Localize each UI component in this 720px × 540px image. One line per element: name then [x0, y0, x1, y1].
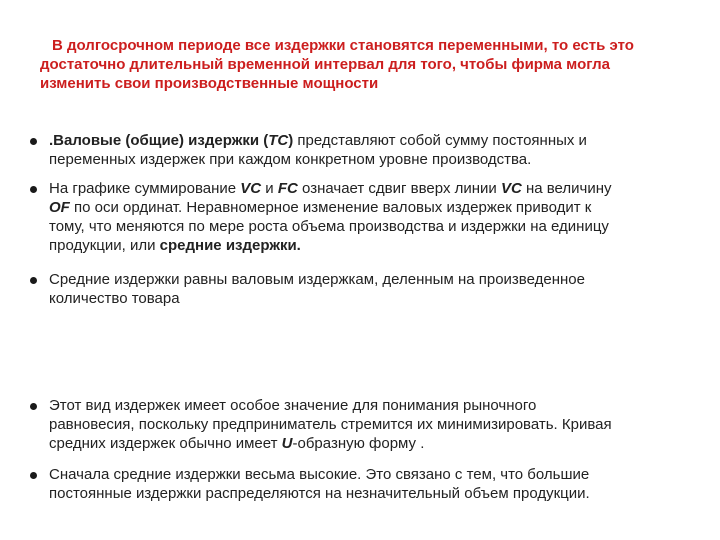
text-fragment: продукции, или [49, 237, 160, 254]
text-line: тому, что меняются по мере роста объема производства и издержки на единицу [49, 218, 609, 235]
heading-line: достаточно длительный временной интервал для того, чтобы фирма могла [40, 56, 610, 73]
text-line [49, 179, 679, 198]
italic-term: VC [500, 180, 522, 197]
text-fragment: и [261, 180, 278, 197]
text-line: переменных издержек при каждом конкретном уровне производства. [49, 151, 532, 168]
bullet-text [49, 270, 679, 308]
bullet-icon [30, 186, 37, 193]
text-fragment: на величину [521, 180, 612, 197]
text-line [49, 236, 679, 255]
bullet-icon [30, 277, 37, 284]
text-line: Сначала средние издержки весьма высокие. Это связано с тем, что большие [49, 466, 590, 483]
text-line: количество товара [49, 290, 180, 307]
text-fragment: означает сдвиг вверх линии [297, 180, 501, 197]
text-line [49, 131, 679, 150]
bold-term: .Валовые (общие) издержки ( [49, 132, 269, 149]
bullet-icon [30, 472, 37, 479]
text-fragment: представляют собой сумму постоянных и [293, 132, 587, 149]
text-fragment: средних издержек обычно имеет [49, 435, 282, 452]
bullet-text [49, 179, 679, 255]
italic-term: TC [268, 132, 289, 149]
slide-heading [40, 36, 680, 93]
bold-term: средние издержки. [159, 237, 301, 254]
bullet-text [49, 465, 679, 503]
text-line: Этот вид издержек имеет особое значение для понимания рыночного [49, 397, 537, 414]
heading-line: изменить свои производственные мощности [40, 75, 379, 92]
italic-term: OF [49, 199, 70, 216]
italic-term: VC [240, 180, 262, 197]
text-line: постоянные издержки распределяются на незначительный объем продукции. [49, 485, 590, 502]
text-fragment: -образную форму . [292, 435, 425, 452]
italic-term: U [281, 435, 293, 452]
text-fragment: по оси ординат. Неравномерное изменение валовых издержек приводит к [69, 199, 592, 216]
heading-line: В долгосрочном периоде все издержки становятся переменными, то есть это [52, 37, 634, 54]
bold-term: ) [288, 132, 294, 149]
bullet-icon [30, 138, 37, 145]
bullet-text [49, 396, 679, 453]
bullet-text [49, 131, 679, 169]
bullet-icon [30, 403, 37, 410]
text-line: равновесия, поскольку предприниматель стремится их минимизировать. Кривая [49, 416, 612, 433]
text-fragment: На графике суммирование [49, 180, 241, 197]
text-line [49, 434, 679, 453]
italic-term: FC [277, 180, 298, 197]
text-line [49, 198, 679, 217]
text-line: Средние издержки равны валовым издержкам, деленным на произведенное [49, 271, 585, 288]
